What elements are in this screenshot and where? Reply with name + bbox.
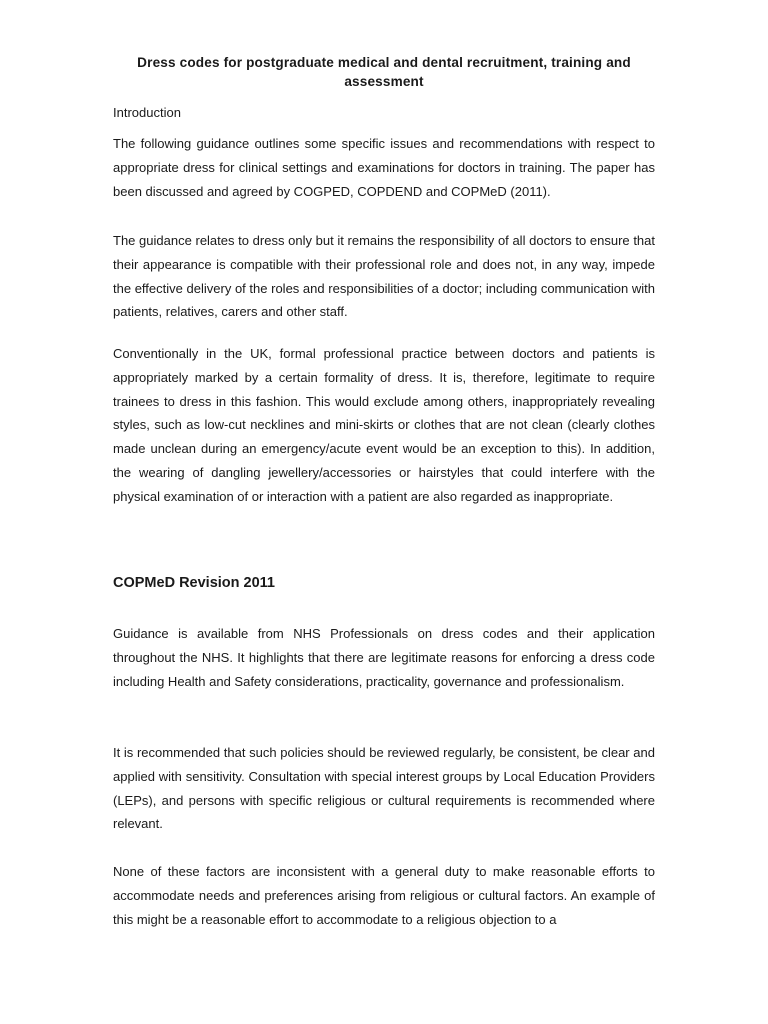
revision-paragraph-1: Guidance is available from NHS Professionals on dress codes and their application throughout the NHS. It highlights that there are legitimate reasons for enforcing a dress code including Health and Safety considerations, practicality, governance and professionalism. [113,626,655,689]
revision-paragraph-2: It is recommended that such policies should be reviewed regularly, be consistent, be clear and applied with sensitivity. Consultation with special interest groups by Local Education Providers (LEPs), and persons with specific religious or cultural requirements is recommended where relevant. [113,745,655,832]
intro-paragraph-2: The guidance relates to dress only but it remains the responsibility of all doctors to ensure that their appearance is compatible with their professional role and does not, in any way, impede the effective delivery of the roles and responsibilities of a doctor; including communication with patients, relatives, carers and other staff. [113,233,655,320]
document-title: Dress codes for postgraduate medical and dental recruitment, training and assessment [137,55,631,89]
introduction-heading: Introduction [113,105,181,120]
section-heading-revision: COPMeD Revision 2011 [113,575,275,591]
intro-paragraph-1: The following guidance outlines some specific issues and recommendations with respect to appropriate dress for clinical settings and examinations for doctors in training. The paper has been discussed and agreed by COGPED, COPDEND and COPMeD (2011). [113,136,655,199]
intro-paragraph-3: Conventionally in the UK, formal professional practice between doctors and patients is appropriately marked by a certain formality of dress. It is, therefore, legitimate to require trainees to dress in this fashion. This would exclude among others, inappropriately revealing styles, such as low-cut necklines and mini-skirts or clothes that are not clean (clearly clothes made unclean during an emergency/acute event would be an exception to this). In addition, the wearing of dangling jewellery/accessories or hairstyles that could interfere with the physical examination of or interaction with a patient are also regarded as inappropriate. [113,346,655,504]
revision-paragraph-3: None of these factors are inconsistent with a general duty to make reasonable efforts to accommodate needs and preferences arising from religious or cultural factors. An example of this might be a reasonable effort to accommodate to a religious objection to a [113,864,655,927]
